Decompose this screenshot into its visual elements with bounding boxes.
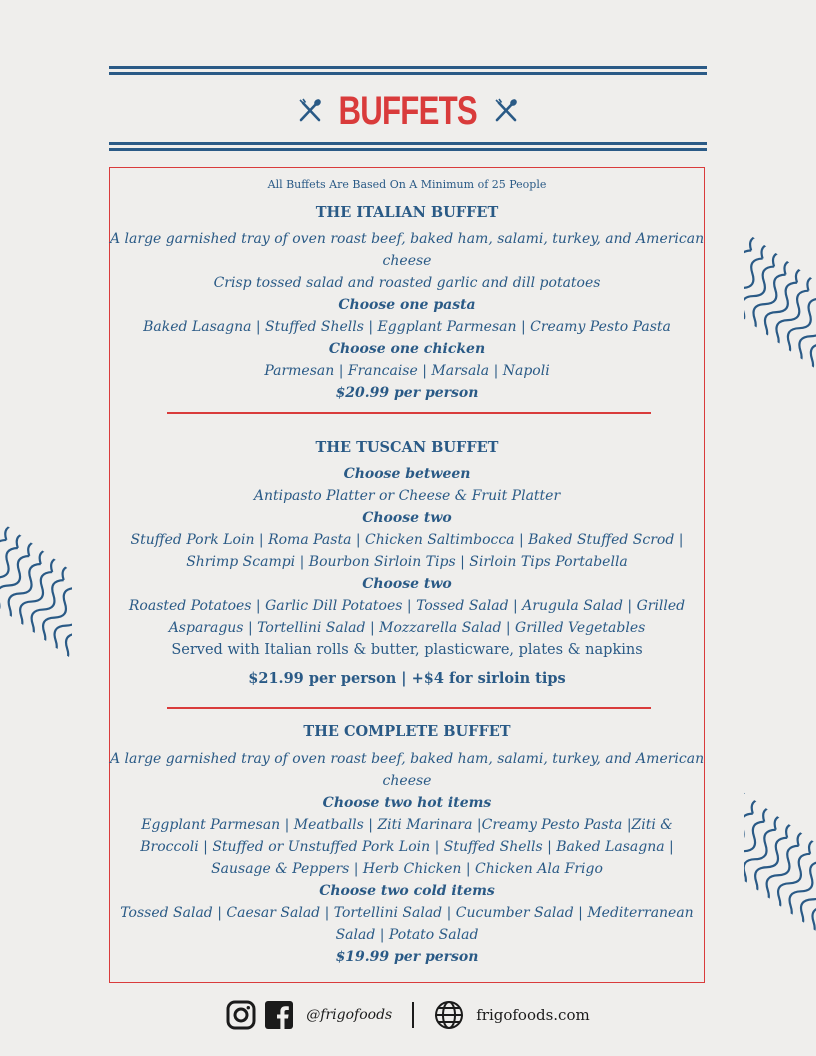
complete-price: $19.99 per person — [335, 949, 479, 965]
footer — [0, 996, 816, 1034]
menu-box — [109, 167, 705, 983]
complete-cold-line2: Salad | Potato Salad — [335, 927, 479, 943]
complete-desc-line2: cheese — [382, 773, 432, 789]
tuscan-choose-between: Choose between — [343, 466, 471, 482]
fork-spoon-icon — [297, 98, 323, 124]
tuscan-sides-line1: Roasted Potatoes | Garlic Dill Potatoes | Tossed Salad | Arugula Salad | Grilled — [128, 598, 686, 614]
italian-price: $20.99 per person — [335, 385, 479, 401]
tuscan-entrees-line2: Shrimp Scampi | Bourbon Sirloin Tips | Sirloin Tips Portabella — [186, 554, 628, 570]
italian-desc-line1: A large garnished tray of oven roast beef, baked ham, salami, turkey, and American — [110, 231, 705, 247]
top-rule-2 — [109, 72, 707, 75]
instagram-icon[interactable] — [226, 1000, 256, 1030]
globe-icon — [434, 1000, 464, 1030]
tuscan-entrees-line1: Stuffed Pork Loin | Roma Pasta | Chicken Saltimbocca | Baked Stuffed Scrod | — [130, 532, 684, 548]
tuscan-choose-two-sides: Choose two — [362, 576, 452, 592]
section-divider — [167, 707, 651, 709]
wave-pattern-right-bottom — [744, 740, 816, 985]
complete-heading: THE COMPLETE BUFFET — [303, 723, 511, 740]
wave-pattern-left — [0, 465, 72, 715]
footer-divider — [412, 1002, 414, 1028]
italian-chicken-options: Parmesan | Francaise | Marsala | Napoli — [264, 363, 550, 379]
website-link[interactable]: frigofoods.com — [476, 1006, 590, 1024]
complete-hot-line3: Sausage & Peppers | Herb Chicken | Chicken Ala Frigo — [211, 861, 603, 877]
tuscan-price: $21.99 per person | +$4 for sirloin tips — [248, 670, 566, 687]
tuscan-platter-options: Antipasto Platter or Cheese & Fruit Platter — [253, 488, 561, 504]
complete-cold-line1: Tossed Salad | Caesar Salad | Tortellini Salad | Cucumber Salad | Mediterranean — [120, 905, 694, 921]
complete-choose-cold: Choose two cold items — [319, 883, 495, 899]
italian-heading: THE ITALIAN BUFFET — [315, 204, 499, 221]
page-title: BUFFETS — [338, 88, 478, 133]
italian-salad-line: Crisp tossed salad and roasted garlic and dill potatoes — [213, 275, 601, 291]
complete-desc-line1: A large garnished tray of oven roast beef, baked ham, salami, turkey, and American — [110, 751, 705, 767]
header-rule-1 — [109, 142, 707, 145]
section-divider — [167, 412, 651, 414]
social-handle[interactable]: @frigofoods — [306, 1007, 393, 1023]
complete-hot-line2: Broccoli | Stuffed or Unstuffed Pork Loin | Stuffed Shells | Baked Lasagna | — [140, 839, 674, 855]
top-rule-1 — [109, 66, 707, 69]
italian-choose-chicken: Choose one chicken — [328, 341, 486, 357]
tuscan-served-with: Served with Italian rolls & butter, plasticware, plates & napkins — [171, 642, 643, 658]
minimum-note: All Buffets Are Based On A Minimum of 25 People — [267, 178, 547, 191]
fork-spoon-icon — [493, 98, 519, 124]
complete-choose-hot: Choose two hot items — [322, 795, 492, 811]
wave-pattern-right-top — [744, 166, 816, 434]
facebook-icon[interactable] — [264, 1000, 294, 1030]
tuscan-heading: THE TUSCAN BUFFET — [315, 439, 499, 456]
header-rule-2 — [109, 148, 707, 151]
italian-choose-pasta: Choose one pasta — [338, 297, 476, 313]
page-header — [0, 84, 816, 138]
tuscan-choose-two-entrees: Choose two — [362, 510, 452, 526]
italian-desc-line2: cheese — [382, 253, 432, 269]
tuscan-sides-line2: Asparagus | Tortellini Salad | Mozzarella Salad | Grilled Vegetables — [168, 620, 646, 636]
italian-pasta-options: Baked Lasagna | Stuffed Shells | Eggplant Parmesan | Creamy Pesto Pasta — [143, 319, 671, 335]
complete-hot-line1: Eggplant Parmesan | Meatballs | Ziti Marinara |Creamy Pesto Pasta |Ziti & — [141, 817, 673, 833]
